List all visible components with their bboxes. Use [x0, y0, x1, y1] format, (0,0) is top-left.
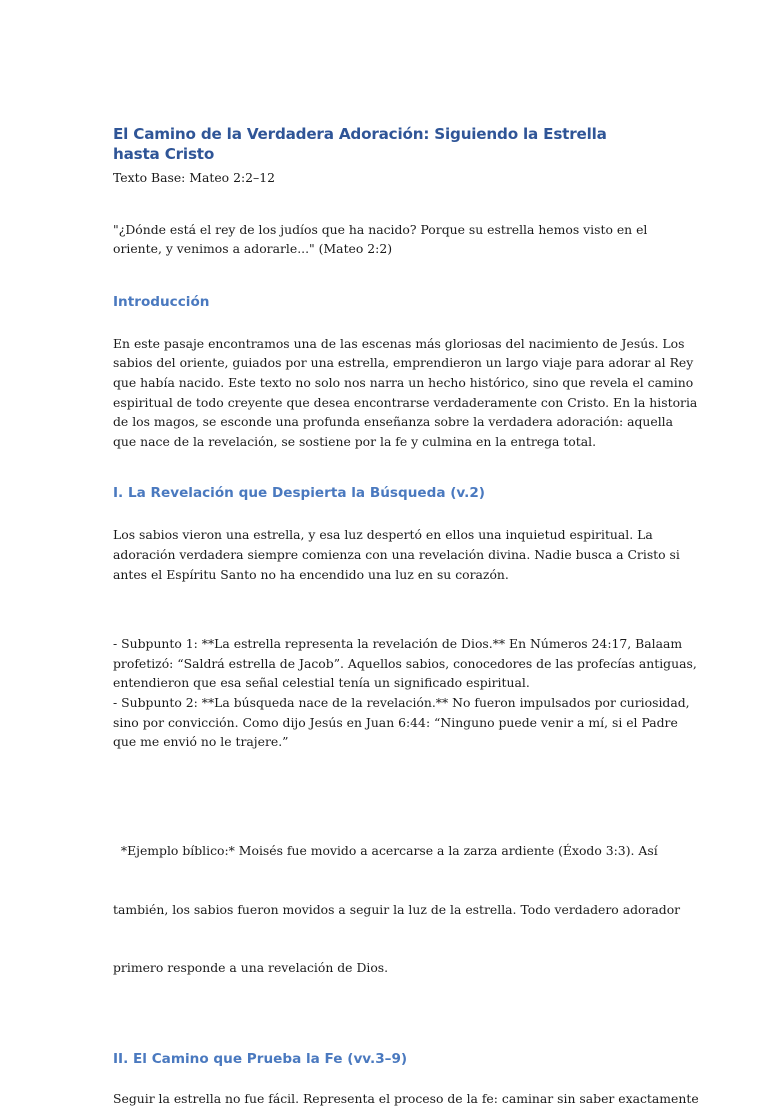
section-two-paragraph [113, 1089, 699, 1109]
paragraph-line: En este pasaje encontramos una de las escenas más gloriosas del nacimiento de Jesús. Los [113, 335, 685, 351]
opening-quote [113, 220, 658, 259]
document-title: El Camino de la Verdadera Adoración: Siguiendo la Estrella hasta Cristo [113, 125, 607, 163]
document-subtitle: Texto Base: Mateo 2:2–12 [113, 170, 275, 185]
quote-line: oriente, y venimos a adorarle..." (Mateo 2:2) [113, 241, 393, 257]
paragraph-line: sabios del oriente, guiados por una estrella, emprendieron un largo viaje para adorar al Rey [113, 355, 694, 371]
subpoint-line: profetizó: “Saldrá estrella de Jacob”. Aquellos sabios, conocedores de las profecías antiguas, [113, 655, 697, 671]
subpoint-line: entendieron que esa señal celestial tenía un significado espiritual. [113, 675, 530, 691]
paragraph-line: Los sabios vieron una estrella, y esa luz despertó en ellos una inquietud espiritual. La [113, 527, 653, 543]
heading-section-one: I. La Revelación que Despierta la Búsqueda (v.2) [113, 485, 486, 502]
paragraph-line: adoración verdadera siempre comienza con una revelación divina. Nadie busca a Cristo si [113, 546, 680, 562]
example-line: *Ejemplo bíblico:* Moisés fue movido a acercarse a la zarza ardiente (Éxodo 3:3). Así [113, 842, 658, 858]
heading-section-two: II. El Camino que Prueba la Fe (vv.3–9) [113, 1051, 408, 1068]
example-line: también, los sabios fueron movidos a seguir la luz de la estrella. Todo verdadero adorador [113, 901, 681, 917]
example-line: primero responde a una revelación de Dios. [113, 960, 389, 976]
paragraph-line: antes el Espíritu Santo no ha encendido una luz en su corazón. [113, 566, 509, 582]
section-one-paragraph [113, 525, 680, 584]
document-page [113, 124, 699, 1109]
heading-introduction: Introducción [113, 293, 210, 310]
subpoint-line: que me envió no le trajere.” [113, 734, 289, 750]
subpoint-line: sino por convicción. Como dijo Jesús en Juan 6:44: “Ninguno puede venir a mí, si el Padre [113, 714, 678, 730]
paragraph-line: Seguir la estrella no fue fácil. Representa el proceso de la fe: caminar sin saber exactamente [113, 1091, 699, 1107]
paragraph-line: que había nacido. Este texto no solo nos narra un hecho histórico, sino que revela el camino [113, 374, 694, 390]
subpoint-line: - Subpunto 1: **La estrella representa la revelación de Dios.** En Números 24:17, Balaam [113, 636, 683, 652]
biblical-example [113, 802, 681, 1018]
subpoint-line: - Subpunto 2: **La búsqueda nace de la revelación.** No fueron impulsados por curiosidad, [113, 694, 690, 710]
intro-paragraph [113, 334, 698, 452]
section-one-subpoints [113, 634, 697, 752]
paragraph-line: espiritual de todo creyente que desea encontrarse verdaderamente con Cristo. En la historia [113, 394, 698, 410]
paragraph-line: de los magos, se esconde una profunda enseñanza sobre la verdadera adoración: aquella [113, 414, 674, 430]
quote-line: "¿Dónde está el rey de los judíos que ha nacido? Porque su estrella hemos visto en el [113, 221, 648, 237]
paragraph-line: que nace de la revelación, se sostiene por la fe y culmina en la entrega total. [113, 433, 597, 449]
